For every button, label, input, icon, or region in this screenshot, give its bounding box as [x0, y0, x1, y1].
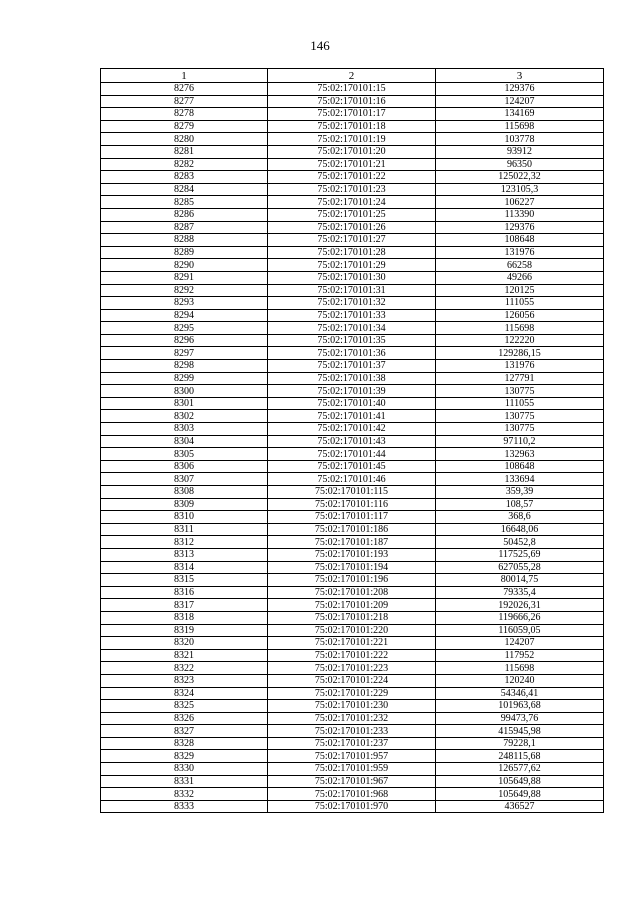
row-number-cell: 8301 [101, 397, 268, 410]
cadastral-number-cell: 75:02:170101:43 [268, 435, 436, 448]
table-row [101, 158, 604, 171]
row-number-cell: 8325 [101, 700, 268, 713]
cadastral-number-cell: 75:02:170101:194 [268, 561, 436, 574]
row-number-cell: 8282 [101, 158, 268, 171]
row-number-cell: 8279 [101, 120, 268, 133]
row-number-cell: 8303 [101, 423, 268, 436]
row-number-cell: 8281 [101, 145, 268, 158]
value-cell: 16648,06 [436, 523, 604, 536]
row-number-cell: 8276 [101, 83, 268, 96]
table-row [101, 385, 604, 398]
table-row [101, 498, 604, 511]
table-row [101, 271, 604, 284]
table-row [101, 133, 604, 146]
data-table [100, 68, 604, 813]
row-number-cell: 8326 [101, 712, 268, 725]
table-row [101, 511, 604, 524]
value-cell: 126056 [436, 309, 604, 322]
cadastral-number-cell: 75:02:170101:34 [268, 322, 436, 335]
value-cell: 120240 [436, 674, 604, 687]
row-number-cell: 8331 [101, 775, 268, 788]
row-number-cell: 8293 [101, 297, 268, 310]
column-header-3: 3 [436, 69, 604, 83]
cadastral-number-cell: 75:02:170101:193 [268, 548, 436, 561]
row-number-cell: 8298 [101, 360, 268, 373]
value-cell: 116059,05 [436, 624, 604, 637]
cadastral-number-cell: 75:02:170101:208 [268, 586, 436, 599]
value-cell: 123105,3 [436, 183, 604, 196]
row-number-cell: 8289 [101, 246, 268, 259]
table-row [101, 737, 604, 750]
cadastral-number-cell: 75:02:170101:36 [268, 347, 436, 360]
value-cell: 134169 [436, 108, 604, 121]
table-row [101, 259, 604, 272]
table-row [101, 360, 604, 373]
value-cell: 99473,76 [436, 712, 604, 725]
cadastral-number-cell: 75:02:170101:187 [268, 536, 436, 549]
cadastral-number-cell: 75:02:170101:26 [268, 221, 436, 234]
row-number-cell: 8322 [101, 662, 268, 675]
cadastral-number-cell: 75:02:170101:33 [268, 309, 436, 322]
value-cell: 132963 [436, 448, 604, 461]
cadastral-number-cell: 75:02:170101:22 [268, 171, 436, 184]
value-cell: 108648 [436, 460, 604, 473]
value-cell: 115698 [436, 322, 604, 335]
row-number-cell: 8299 [101, 372, 268, 385]
table-row [101, 674, 604, 687]
row-number-cell: 8284 [101, 183, 268, 196]
row-number-cell: 8328 [101, 737, 268, 750]
table-row [101, 662, 604, 675]
row-number-cell: 8280 [101, 133, 268, 146]
value-cell: 131976 [436, 360, 604, 373]
cadastral-number-cell: 75:02:170101:967 [268, 775, 436, 788]
value-cell: 133694 [436, 473, 604, 486]
row-number-cell: 8308 [101, 486, 268, 499]
row-number-cell: 8330 [101, 763, 268, 776]
table-header-row [101, 69, 604, 83]
row-number-cell: 8292 [101, 284, 268, 297]
row-number-cell: 8309 [101, 498, 268, 511]
table-row [101, 397, 604, 410]
value-cell: 130775 [436, 423, 604, 436]
table-row [101, 548, 604, 561]
table-row [101, 435, 604, 448]
cadastral-number-cell: 75:02:170101:233 [268, 725, 436, 738]
cadastral-number-cell: 75:02:170101:29 [268, 259, 436, 272]
cadastral-number-cell: 75:02:170101:30 [268, 271, 436, 284]
value-cell: 101963,68 [436, 700, 604, 713]
table-row [101, 448, 604, 461]
value-cell: 115698 [436, 662, 604, 675]
row-number-cell: 8285 [101, 196, 268, 209]
row-number-cell: 8318 [101, 611, 268, 624]
table-row [101, 171, 604, 184]
row-number-cell: 8320 [101, 637, 268, 650]
cadastral-number-cell: 75:02:170101:41 [268, 410, 436, 423]
row-number-cell: 8312 [101, 536, 268, 549]
cadastral-number-cell: 75:02:170101:37 [268, 360, 436, 373]
row-number-cell: 8288 [101, 234, 268, 247]
cadastral-number-cell: 75:02:170101:223 [268, 662, 436, 675]
table-row [101, 800, 604, 813]
value-cell: 113390 [436, 208, 604, 221]
value-cell: 49266 [436, 271, 604, 284]
cadastral-number-cell: 75:02:170101:224 [268, 674, 436, 687]
cadastral-number-cell: 75:02:170101:19 [268, 133, 436, 146]
value-cell: 79228,1 [436, 737, 604, 750]
value-cell: 122220 [436, 334, 604, 347]
table-row [101, 120, 604, 133]
table-row [101, 246, 604, 259]
row-number-cell: 8277 [101, 95, 268, 108]
table-row [101, 700, 604, 713]
table-row [101, 599, 604, 612]
cadastral-number-cell: 75:02:170101:42 [268, 423, 436, 436]
cadastral-number-cell: 75:02:170101:220 [268, 624, 436, 637]
value-cell: 130775 [436, 410, 604, 423]
table-row [101, 423, 604, 436]
row-number-cell: 8327 [101, 725, 268, 738]
cadastral-number-cell: 75:02:170101:116 [268, 498, 436, 511]
table-row [101, 712, 604, 725]
row-number-cell: 8283 [101, 171, 268, 184]
table-row [101, 486, 604, 499]
cadastral-number-cell: 75:02:170101:196 [268, 574, 436, 587]
cadastral-number-cell: 75:02:170101:25 [268, 208, 436, 221]
table-row [101, 473, 604, 486]
row-number-cell: 8278 [101, 108, 268, 121]
table-row [101, 410, 604, 423]
value-cell: 96350 [436, 158, 604, 171]
row-number-cell: 8319 [101, 624, 268, 637]
table-row [101, 611, 604, 624]
cadastral-number-cell: 75:02:170101:230 [268, 700, 436, 713]
row-number-cell: 8316 [101, 586, 268, 599]
table-row [101, 725, 604, 738]
cadastral-number-cell: 75:02:170101:229 [268, 687, 436, 700]
row-number-cell: 8333 [101, 800, 268, 813]
cadastral-number-cell: 75:02:170101:28 [268, 246, 436, 259]
row-number-cell: 8317 [101, 599, 268, 612]
value-cell: 627055,28 [436, 561, 604, 574]
table-row [101, 334, 604, 347]
value-cell: 115698 [436, 120, 604, 133]
cadastral-number-cell: 75:02:170101:959 [268, 763, 436, 776]
cadastral-number-cell: 75:02:170101:957 [268, 750, 436, 763]
value-cell: 105649,88 [436, 775, 604, 788]
value-cell: 126577,62 [436, 763, 604, 776]
value-cell: 80014,75 [436, 574, 604, 587]
row-number-cell: 8329 [101, 750, 268, 763]
row-number-cell: 8324 [101, 687, 268, 700]
row-number-cell: 8294 [101, 309, 268, 322]
value-cell: 108648 [436, 234, 604, 247]
cadastral-number-cell: 75:02:170101:218 [268, 611, 436, 624]
value-cell: 54346,41 [436, 687, 604, 700]
cadastral-number-cell: 75:02:170101:968 [268, 788, 436, 801]
cadastral-number-cell: 75:02:170101:45 [268, 460, 436, 473]
cadastral-number-cell: 75:02:170101:21 [268, 158, 436, 171]
value-cell: 248115,68 [436, 750, 604, 763]
row-number-cell: 8306 [101, 460, 268, 473]
value-cell: 117952 [436, 649, 604, 662]
row-number-cell: 8286 [101, 208, 268, 221]
value-cell: 117525,69 [436, 548, 604, 561]
value-cell: 127791 [436, 372, 604, 385]
table-row [101, 347, 604, 360]
value-cell: 50452,8 [436, 536, 604, 549]
table-row [101, 309, 604, 322]
table-row [101, 108, 604, 121]
cadastral-number-cell: 75:02:170101:23 [268, 183, 436, 196]
cadastral-number-cell: 75:02:170101:20 [268, 145, 436, 158]
value-cell: 105649,88 [436, 788, 604, 801]
value-cell: 108,57 [436, 498, 604, 511]
table-row [101, 284, 604, 297]
row-number-cell: 8300 [101, 385, 268, 398]
cadastral-number-cell: 75:02:170101:35 [268, 334, 436, 347]
value-cell: 79335,4 [436, 586, 604, 599]
table-row [101, 196, 604, 209]
table-row [101, 83, 604, 96]
cadastral-number-cell: 75:02:170101:18 [268, 120, 436, 133]
cadastral-number-cell: 75:02:170101:115 [268, 486, 436, 499]
value-cell: 66258 [436, 259, 604, 272]
row-number-cell: 8311 [101, 523, 268, 536]
cadastral-number-cell: 75:02:170101:44 [268, 448, 436, 461]
table-row [101, 649, 604, 662]
cadastral-number-cell: 75:02:170101:38 [268, 372, 436, 385]
table-row [101, 221, 604, 234]
row-number-cell: 8310 [101, 511, 268, 524]
value-cell: 106227 [436, 196, 604, 209]
table-row [101, 788, 604, 801]
cadastral-number-cell: 75:02:170101:39 [268, 385, 436, 398]
table-row [101, 145, 604, 158]
table-row [101, 183, 604, 196]
row-number-cell: 8302 [101, 410, 268, 423]
cadastral-number-cell: 75:02:170101:186 [268, 523, 436, 536]
table-row [101, 208, 604, 221]
value-cell: 129376 [436, 221, 604, 234]
row-number-cell: 8305 [101, 448, 268, 461]
table-row [101, 775, 604, 788]
value-cell: 103778 [436, 133, 604, 146]
cadastral-number-cell: 75:02:170101:221 [268, 637, 436, 650]
cadastral-number-cell: 75:02:170101:16 [268, 95, 436, 108]
table-row [101, 460, 604, 473]
table-body [101, 83, 604, 813]
row-number-cell: 8296 [101, 334, 268, 347]
cadastral-number-cell: 75:02:170101:209 [268, 599, 436, 612]
row-number-cell: 8332 [101, 788, 268, 801]
cadastral-number-cell: 75:02:170101:32 [268, 297, 436, 310]
column-header-2: 2 [268, 69, 436, 83]
value-cell: 120125 [436, 284, 604, 297]
table-row [101, 624, 604, 637]
cadastral-number-cell: 75:02:170101:24 [268, 196, 436, 209]
table-row [101, 574, 604, 587]
value-cell: 359,39 [436, 486, 604, 499]
table-row [101, 586, 604, 599]
value-cell: 125022,32 [436, 171, 604, 184]
value-cell: 97110,2 [436, 435, 604, 448]
value-cell: 131976 [436, 246, 604, 259]
cadastral-number-cell: 75:02:170101:970 [268, 800, 436, 813]
table-row [101, 536, 604, 549]
table-row [101, 523, 604, 536]
value-cell: 192026,31 [436, 599, 604, 612]
value-cell: 124207 [436, 95, 604, 108]
row-number-cell: 8307 [101, 473, 268, 486]
value-cell: 119666,26 [436, 611, 604, 624]
cadastral-number-cell: 75:02:170101:40 [268, 397, 436, 410]
row-number-cell: 8295 [101, 322, 268, 335]
row-number-cell: 8304 [101, 435, 268, 448]
value-cell: 129376 [436, 83, 604, 96]
table-row [101, 95, 604, 108]
value-cell: 111055 [436, 397, 604, 410]
row-number-cell: 8315 [101, 574, 268, 587]
value-cell: 436527 [436, 800, 604, 813]
table-row [101, 322, 604, 335]
row-number-cell: 8321 [101, 649, 268, 662]
value-cell: 415945,98 [436, 725, 604, 738]
table-row [101, 372, 604, 385]
value-cell: 129286,15 [436, 347, 604, 360]
cadastral-number-cell: 75:02:170101:17 [268, 108, 436, 121]
value-cell: 368,6 [436, 511, 604, 524]
cadastral-number-cell: 75:02:170101:46 [268, 473, 436, 486]
cadastral-number-cell: 75:02:170101:237 [268, 737, 436, 750]
value-cell: 124207 [436, 637, 604, 650]
row-number-cell: 8314 [101, 561, 268, 574]
row-number-cell: 8313 [101, 548, 268, 561]
value-cell: 93912 [436, 145, 604, 158]
row-number-cell: 8291 [101, 271, 268, 284]
row-number-cell: 8323 [101, 674, 268, 687]
table-row [101, 763, 604, 776]
cadastral-number-cell: 75:02:170101:31 [268, 284, 436, 297]
table-row [101, 297, 604, 310]
table-row [101, 561, 604, 574]
value-cell: 130775 [436, 385, 604, 398]
row-number-cell: 8290 [101, 259, 268, 272]
table-row [101, 750, 604, 763]
row-number-cell: 8297 [101, 347, 268, 360]
table-row [101, 687, 604, 700]
cadastral-number-cell: 75:02:170101:117 [268, 511, 436, 524]
cadastral-number-cell: 75:02:170101:232 [268, 712, 436, 725]
cadastral-number-cell: 75:02:170101:27 [268, 234, 436, 247]
value-cell: 111055 [436, 297, 604, 310]
table-row [101, 234, 604, 247]
column-header-1: 1 [101, 69, 268, 83]
page-number: 146 [310, 38, 330, 53]
cadastral-number-cell: 75:02:170101:222 [268, 649, 436, 662]
table-row [101, 637, 604, 650]
row-number-cell: 8287 [101, 221, 268, 234]
cadastral-number-cell: 75:02:170101:15 [268, 83, 436, 96]
